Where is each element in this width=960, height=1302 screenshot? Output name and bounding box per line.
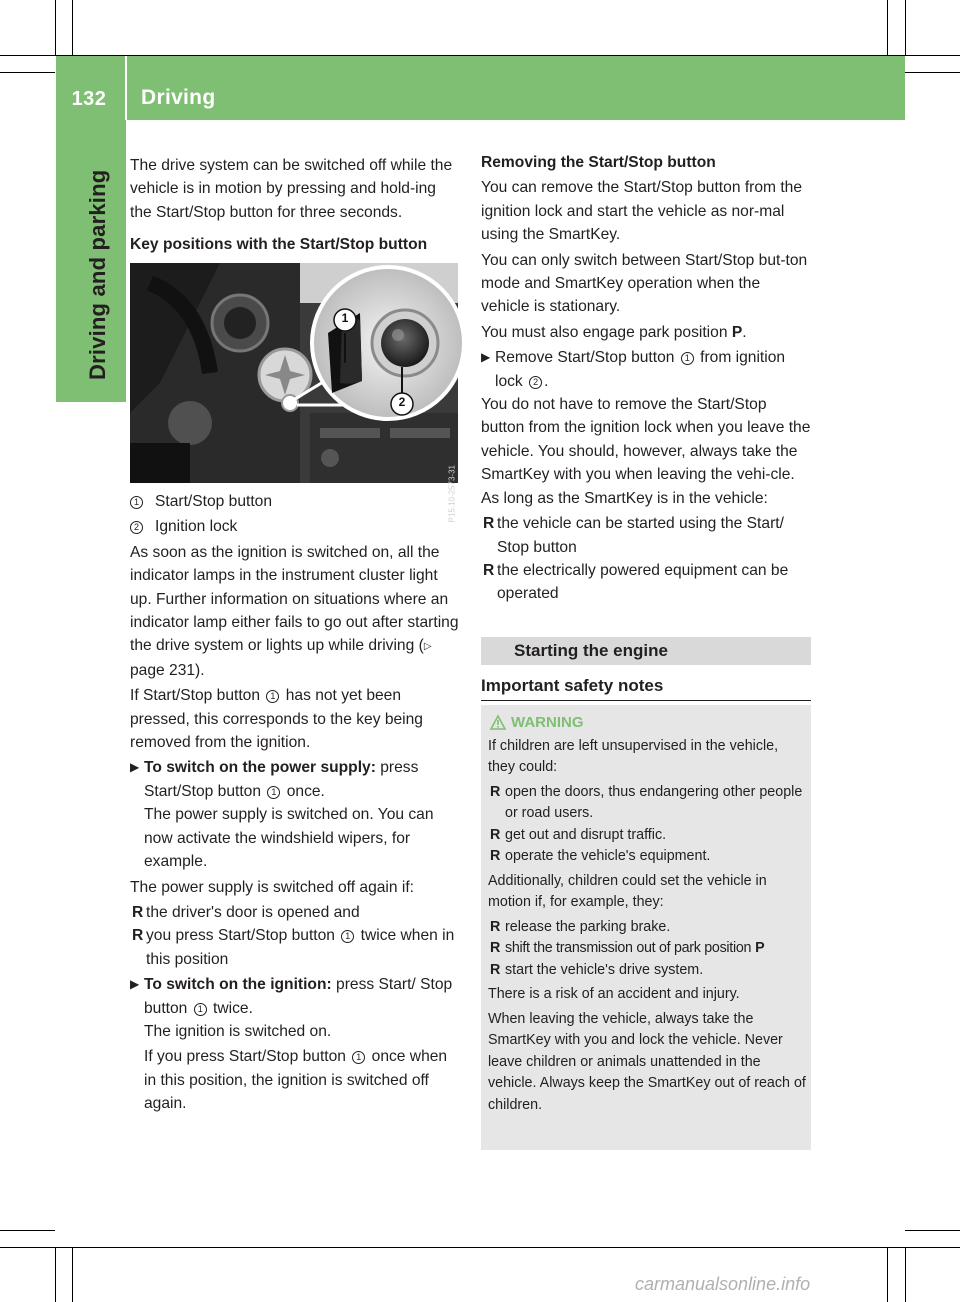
bullet-icon: R xyxy=(132,903,144,921)
callout-1-marker: 1 xyxy=(681,352,694,365)
legend-text: Start/Stop button xyxy=(155,493,273,510)
callout-1: 1 xyxy=(341,311,349,325)
crop-mark xyxy=(887,1247,888,1302)
step-power-supply: ▶ To switch on the power supply: press Start/Stop button 1 once. The power supply is switched on. You can now activate the windshield wipers, for example. xyxy=(130,756,460,873)
section-title: Starting the engine xyxy=(514,641,668,660)
callout-2-marker: 2 xyxy=(529,376,542,389)
bullet-icon: R xyxy=(490,848,501,864)
callout-1-marker: 1 xyxy=(194,1003,207,1016)
bullet-icon: R xyxy=(490,961,501,978)
bullet-icon: R xyxy=(490,783,501,800)
crop-mark xyxy=(905,1247,906,1302)
step-ignition: ▶ To switch on the ignition: press Start/ Stop button 1 twice. The ignition is switched on. If you press Start/Stop button 1 once when in this position, the ignition is switched off again. xyxy=(130,973,460,1115)
bullet-icon: R xyxy=(490,940,501,956)
list-item: R the driver's door is opened and xyxy=(130,901,460,924)
page-number: 132 xyxy=(71,88,107,110)
removing-heading: Removing the Start/Stop button xyxy=(481,154,716,171)
list-item: R operate the vehicle's equipment. xyxy=(488,846,806,868)
crop-mark xyxy=(72,1247,73,1302)
dashboard-illustration xyxy=(130,263,458,483)
legend-text: Ignition lock xyxy=(155,518,238,536)
list-item: R open the doors, thus endangering other people or road users. xyxy=(490,783,803,821)
left-column-body xyxy=(130,490,460,1118)
crop-mark xyxy=(72,0,73,55)
smartkey-paragraph: You do not have to remove the Start/Stop button from the ignition lock when you leave the vehicle. You should, however, always take the SmartKey with you when leaving the vehi-cle. As long as the SmartKey is in the vehicle: xyxy=(481,396,811,507)
remove-paragraph: You can remove the Start/Stop button from the ignition lock and start the vehicle as nor-mal using the SmartKey. xyxy=(481,179,803,244)
chapter-title: Driving xyxy=(141,86,216,109)
figure-code: P15.10-2573-31 xyxy=(447,465,456,523)
warning-intro: If children are left unsupervised in the vehicle, they could: xyxy=(488,737,779,775)
legend-item xyxy=(130,490,460,513)
callout-1-marker: 1 xyxy=(341,930,354,943)
off-intro: The power supply is switched off again if: xyxy=(130,878,415,896)
not-pressed-paragraph: If Start/Stop button 1 has not yet been pressed, this corresponds to the key being removed from the ignition. xyxy=(130,687,423,752)
warning-mid: Additionally, children could set the vehicle in motion if, for example, they: xyxy=(488,872,767,910)
warning-content xyxy=(488,712,806,1119)
crop-mark xyxy=(0,1247,960,1248)
subsection-rule xyxy=(481,700,811,701)
bullet-icon: R xyxy=(490,918,501,935)
callout-1-marker: 1 xyxy=(352,1051,365,1064)
indicator-paragraph: As soon as the ignition is switched on, all the indicator lamps in the instrument cluster light up. Further information on situations where an indicator lamp either fails to go out after starting the drive system or lights up while driving (▷ page 231). xyxy=(130,543,459,679)
step-arrow-icon: ▶ xyxy=(130,977,140,992)
crop-mark xyxy=(55,0,56,55)
page-ref-icon: ▷ xyxy=(423,641,432,653)
callout-1-marker: 1 xyxy=(266,690,279,703)
crop-mark xyxy=(55,1247,56,1302)
list-item: R you press Start/Stop button 1 twice when in this position xyxy=(130,924,460,971)
park-position-paragraph: You must also engage park position P. xyxy=(481,323,747,341)
crop-mark xyxy=(0,72,55,73)
callout-2: 2 xyxy=(398,395,406,409)
header-divider xyxy=(125,56,127,120)
bullet-icon: R xyxy=(490,826,501,843)
list-item: R start the vehicle's drive system. xyxy=(488,960,806,982)
bullet-icon: R xyxy=(483,515,495,533)
warning-triangle-icon xyxy=(490,715,506,730)
list-item: R shift the transmission out of park position P xyxy=(488,938,806,960)
bullet-icon: R xyxy=(132,927,144,945)
warning-heading: WARNING xyxy=(488,712,806,734)
list-item: R release the parking brake. xyxy=(488,917,806,939)
step-note: If you press Start/Stop button 1 once when in this position, the ignition is switched off again. xyxy=(144,1048,448,1113)
crop-mark xyxy=(0,1230,55,1231)
legend-item xyxy=(130,515,460,538)
intro-paragraph: The drive system can be switched off while the vehicle is in motion by pressing and hold-ing the Start/Stop button for three seconds. xyxy=(130,157,453,221)
list-item: R the electrically powered equipment can be operated xyxy=(481,559,812,606)
right-column xyxy=(481,151,812,606)
switch-mode-paragraph: You can only switch between Start/Stop but-ton mode and SmartKey operation when the vehicle is stationary. xyxy=(481,251,808,316)
side-tab-label: Driving and parking xyxy=(85,169,110,380)
step-result: The ignition is switched on. xyxy=(144,1022,332,1040)
left-column-top xyxy=(130,154,460,259)
step-arrow-icon: ▶ xyxy=(130,760,140,775)
subsection-title: Important safety notes xyxy=(481,676,664,695)
bullet-icon: R xyxy=(483,561,495,579)
callout-1-marker: 1 xyxy=(130,496,143,509)
crop-mark xyxy=(905,72,960,73)
callout-2-marker: 2 xyxy=(130,521,143,534)
warning-risk: There is a risk of an accident and injury. xyxy=(488,986,740,1002)
list-item: R get out and disrupt traffic. xyxy=(488,825,806,847)
list-item: R the vehicle can be started using the Start/ Stop button xyxy=(481,512,812,559)
watermark: carmanualsonline.info xyxy=(635,1274,811,1294)
crop-mark xyxy=(905,0,906,55)
callout-1-marker: 1 xyxy=(267,786,280,799)
key-positions-heading: Key positions with the Start/Stop button xyxy=(130,236,428,254)
page-ref-link[interactable]: page 231). xyxy=(130,661,205,679)
crop-mark xyxy=(887,0,888,55)
step-arrow-icon: ▶ xyxy=(481,350,491,365)
crop-mark xyxy=(905,1230,960,1231)
step-remove: ▶ Remove Start/Stop button 1 from ignition lock 2 . xyxy=(481,346,812,393)
warning-final: When leaving the vehicle, always take the SmartKey with you and lock the vehicle. Never leave children or animals unattended in the vehicle. Always keep the SmartKey out of reach of children. xyxy=(488,1010,806,1113)
step-result: The power supply is switched on. You can now activate the windshield wipers, for example. xyxy=(144,806,434,871)
